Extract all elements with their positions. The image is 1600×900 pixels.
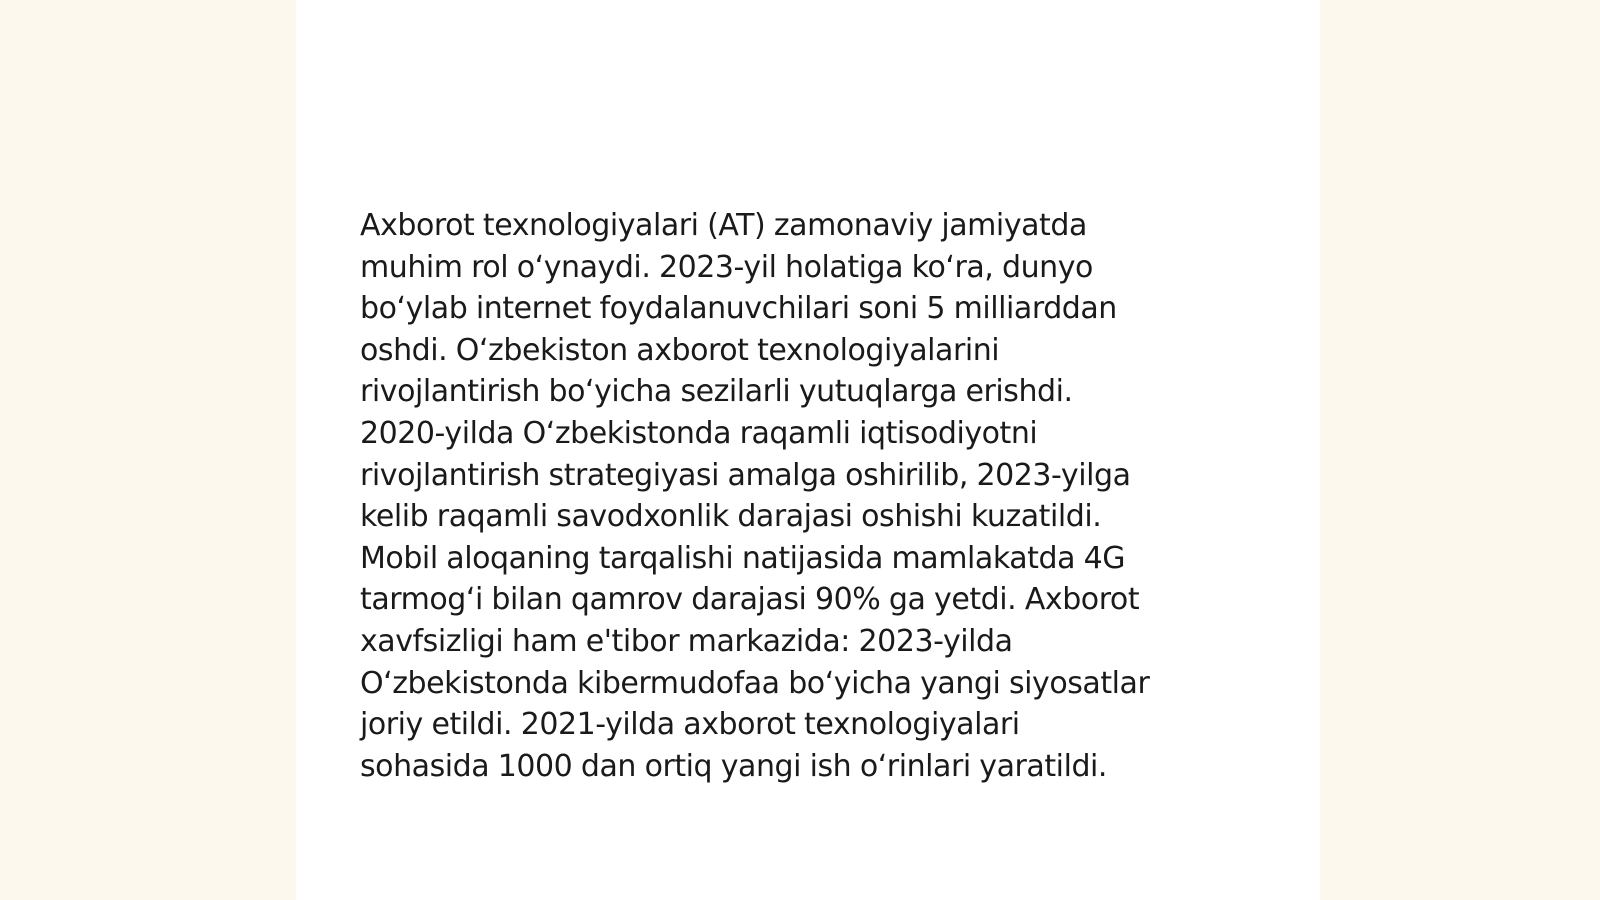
- paragraph-line: tarmog‘i bilan qamrov darajasi 90% ga yetdi. Axborot: [360, 582, 1140, 618]
- paragraph-line: xavfsizligi ham e'tibor markazida: 2023-yilda: [360, 623, 1013, 659]
- paragraph-line: 2020-yilda O‘zbekistonda raqamli iqtisodiyotni: [360, 415, 1038, 451]
- paragraph-line: rivojlantirish strategiyasi amalga oshirilib, 2023-yilga: [360, 457, 1131, 493]
- paragraph-line: Mobil aloqaning tarqalishi natijasida mamlakatda 4G: [360, 540, 1126, 576]
- paragraph-line: muhim rol o‘ynaydi. 2023-yil holatiga ko‘ra, dunyo: [360, 249, 1093, 285]
- paragraph-line: O‘zbekistonda kibermudofaa bo‘yicha yangi siyosatlar: [360, 665, 1150, 701]
- body-paragraph: [360, 205, 1260, 787]
- paragraph-line: sohasida 1000 dan ortiq yangi ish o‘rinlari yaratildi.: [360, 748, 1108, 784]
- paragraph-line: joriy etildi. 2021-yilda axborot texnologiyalari: [360, 707, 1020, 743]
- paragraph-line: kelib raqamli savodxonlik darajasi oshishi kuzatildi.: [360, 499, 1102, 535]
- paragraph-line: rivojlantirish bo‘yicha sezilarli yutuqlarga erishdi.: [360, 374, 1073, 410]
- paragraph-line: Axborot texnologiyalari (AT) zamonaviy jamiyatda: [360, 208, 1087, 243]
- paragraph-line: oshdi. O‘zbekiston axborot texnologiyalarini: [360, 332, 1000, 368]
- document-page: [296, 0, 1320, 900]
- paragraph-line: bo‘ylab internet foydalanuvchilari soni 5 milliarddan: [360, 291, 1117, 327]
